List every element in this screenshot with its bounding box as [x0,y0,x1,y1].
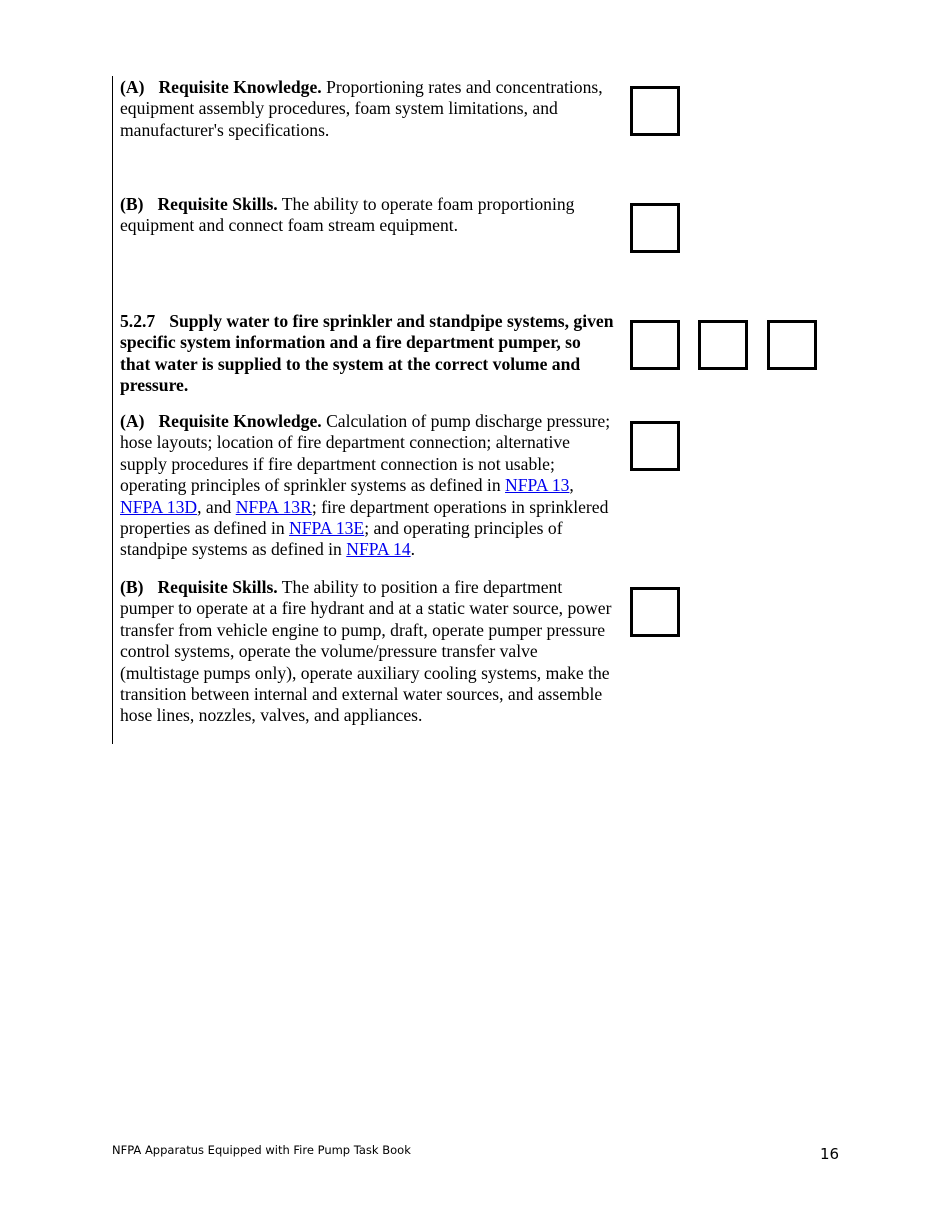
nfpa-13e-link[interactable]: NFPA 13E [289,518,365,539]
jpr-text: Supply water to fire sprinkler and standpipe systems, given specific system information and a fire department pumper, so that water is supplied to the system at the correct volume and pressure. [120,311,614,396]
nfpa-13-link[interactable]: NFPA 13 [505,475,570,496]
sprinkler-skills-letter: (B) [120,577,144,597]
foam-knowledge-title: Requisite Knowledge. [158,77,322,97]
sprinkler-knowledge-text-1: Calculation of pump discharge pressure; hose layouts; location of fire department connection; alternative supply procedures if fire department connection is not usable; operating principles of sprinkler systems as defined in [120,411,611,496]
separator-1: , [569,475,574,496]
sprinkler-knowledge-paragraph [120,411,615,561]
sprinkler-knowledge-text-4: . [410,539,416,560]
foam-knowledge-checkbox[interactable] [630,86,680,136]
sprinkler-requisite-skills [120,577,615,727]
jpr-heading [120,311,615,397]
sprinkler-knowledge-text-2: ; fire department operations in sprinklered properties as defined in [120,496,609,539]
sprinkler-skills-paragraph [120,577,615,727]
page-number: 16 [820,1145,840,1163]
separator-2: , and [197,496,236,517]
footer-title: NFPA Apparatus Equipped with Fire Pump Task Book [112,1143,411,1157]
foam-requisite-skills [120,194,615,237]
sprinkler-knowledge-text-3: ; and operating principles of standpipe systems as defined in [120,518,563,560]
foam-knowledge-text: Proportioning rates and concentrations, equipment assembly procedures, foam system limitations, and manufacturer's specifications. [120,77,603,140]
jpr-number: 5.2.7 [120,311,156,331]
foam-skills-paragraph [120,194,615,237]
sprinkler-knowledge-title: Requisite Knowledge. [158,411,322,431]
nfpa-13d-link[interactable]: NFPA 13D [120,496,198,517]
foam-requisite-knowledge [120,77,615,141]
sprinkler-skills-checkbox[interactable] [630,587,680,637]
foam-skills-text: The ability to operate foam proportioning equipment and connect foam stream equipment. [120,194,575,236]
foam-skills-checkbox[interactable] [630,203,680,253]
left-margin-rule [112,76,113,744]
jpr-checkbox-3[interactable] [767,320,817,370]
foam-skills-letter: (B) [120,194,144,214]
nfpa-14-link[interactable]: NFPA 14 [346,539,411,560]
jpr-checkbox-1[interactable] [630,320,680,370]
sprinkler-skills-title: Requisite Skills. [157,577,278,597]
sprinkler-requisite-knowledge [120,411,615,561]
jpr-checkbox-2[interactable] [698,320,748,370]
jpr-5-2-7 [120,311,615,397]
foam-skills-title: Requisite Skills. [157,194,278,214]
sprinkler-skills-text: The ability to position a fire department pumper to operate at a fire hydrant and at a static water source, power transfer from vehicle engine to pump, draft, operate pumper pressure control systems, operate the volume/pressure transfer valve (multistage pumps only), operate auxiliary cooling systems, make the transition between internal and external water sources, and assemble hose lines, nozzles, valves, and appliances. [120,577,612,726]
sprinkler-knowledge-checkbox[interactable] [630,421,680,471]
foam-knowledge-paragraph [120,77,615,141]
foam-knowledge-letter: (A) [120,77,145,97]
nfpa-13r-link[interactable]: NFPA 13R [235,496,312,517]
sprinkler-knowledge-letter: (A) [120,411,145,431]
